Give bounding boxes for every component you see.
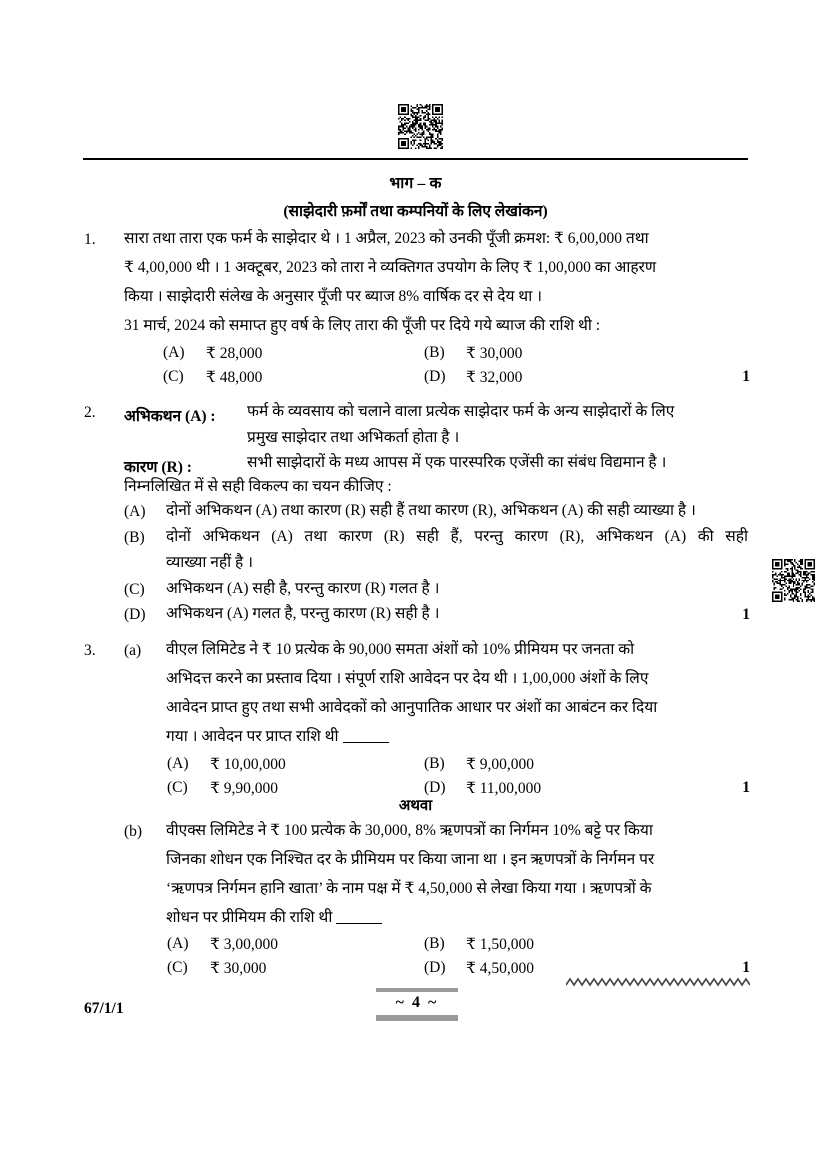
question-2-instruction: निम्नलिखित में से सही विकल्प का चयन कीजिए : <box>124 478 392 495</box>
question-3b-line-blank <box>166 910 382 926</box>
option-value-c[interactable]: ₹ 30,000 <box>210 960 267 977</box>
option-label-c[interactable]: (C) <box>167 779 188 796</box>
option-label-d[interactable]: (D) <box>424 779 446 796</box>
question-3a-marks: 1 <box>742 779 750 796</box>
option-value-b[interactable]: ₹ 9,00,000 <box>466 756 534 773</box>
option-value-d[interactable]: ₹ 4,50,000 <box>466 960 534 977</box>
option-label-c[interactable]: (C) <box>163 368 184 385</box>
option-label-a[interactable]: (A) <box>163 344 185 361</box>
option-label-c[interactable]: (C) <box>124 581 145 598</box>
page-number-badge <box>376 988 458 1021</box>
option-value-a[interactable]: ₹ 10,00,000 <box>210 756 286 773</box>
question-1-line: ₹ 4,00,000 थी । 1 अक्टूबर, 2023 को तारा ने व्यक्तिगत उपयोग के लिए ₹ 1,00,000 का आहरण <box>124 259 657 276</box>
question-1-line: किया । साझेदारी संलेख के अनुसार पूँजी पर ब्याज 8% वार्षिक दर से देय था । <box>124 288 542 305</box>
option-label-b[interactable]: (B) <box>424 935 445 952</box>
assertion-line: प्रमुख साझेदार तथा अभिकर्ता होता है । <box>247 429 460 446</box>
option-label-b[interactable]: (B) <box>124 529 145 546</box>
answer-blank <box>343 742 389 743</box>
option-label-a[interactable]: (A) <box>167 935 189 952</box>
option-value-c[interactable]: ₹ 9,90,000 <box>210 780 278 797</box>
option-value-a[interactable]: दोनों अभिकथन (A) तथा कारण (R) सही हैं तथा कारण (R), अभिकथन (A) की सही व्याख्या है । <box>166 502 696 519</box>
question-2-number: 2. <box>84 404 96 421</box>
question-3a-line: आवेदन प्राप्त हुए तथा सभी आवेदकों को आनुपातिक आधार पर अंशों का आबंटन कर दिया <box>166 699 658 716</box>
option-value-d[interactable]: अभिकथन (A) गलत है, परन्तु कारण (R) सही है । <box>166 605 440 622</box>
option-label-c[interactable]: (C) <box>167 959 188 976</box>
question-1-number: 1. <box>84 231 96 248</box>
zigzag-decoration-icon <box>566 975 750 989</box>
header-divider <box>83 158 748 160</box>
option-value-c[interactable]: अभिकथन (A) सही है, परन्तु कारण (R) गलत है । <box>166 580 440 597</box>
option-value-d[interactable]: ₹ 11,00,000 <box>466 780 542 797</box>
question-3b-line: जिनका शोधन एक निश्चित दर के प्रीमियम पर किया जाना था । इन ऋणपत्रों के निर्गमन पर <box>166 851 655 868</box>
option-value-c[interactable]: ₹ 48,000 <box>206 369 263 386</box>
option-value-b-cont[interactable]: व्याख्या नहीं है । <box>166 554 253 571</box>
question-1-marks: 1 <box>742 368 750 385</box>
question-3b-line-text: शोधन पर प्रीमियम की राशि थी <box>166 909 333 926</box>
question-3a-line: अभिदत्त करने का प्रस्ताव दिया । संपूर्ण राशि आवेदन पर देय थी । 1,00,000 अंशों के लिए <box>166 670 649 687</box>
part-subheading: (साझेदारी फ़र्मों तथा कम्पनियों के लिए लेखांकन) <box>283 203 548 220</box>
part-heading: भाग – क <box>389 175 442 192</box>
option-value-d[interactable]: ₹ 32,000 <box>466 369 523 386</box>
question-1-line: सारा तथा तारा एक फर्म के साझेदार थे । 1 अप्रैल, 2023 को उनकी पूँजी क्रमश: ₹ 6,00,000 तथा <box>124 230 649 247</box>
qr-code-icon <box>398 104 443 149</box>
option-label-b[interactable]: (B) <box>424 344 445 361</box>
answer-blank <box>336 923 382 924</box>
page-number: ~ 4 ~ <box>395 994 439 1011</box>
option-label-d[interactable]: (D) <box>424 959 446 976</box>
option-value-b[interactable]: ₹ 1,50,000 <box>466 936 534 953</box>
option-label-d[interactable]: (D) <box>124 606 146 623</box>
alternative-separator: अथवा <box>398 798 433 814</box>
question-2-marks: 1 <box>742 606 750 623</box>
paper-code: 67/1/1 <box>84 1000 124 1017</box>
reason-line: सभी साझेदारों के मध्य आपस में एक पारस्परिक एजेंसी का संबंध विद्यमान है । <box>247 454 667 471</box>
assertion-line: फर्म के व्यवसाय को चलाने वाला प्रत्येक साझेदार फर्म के अन्य साझेदारों के लिए <box>247 403 675 420</box>
assertion-label: अभिकथन (A) : <box>124 408 216 425</box>
question-1-line: 31 मार्च, 2024 को समाप्त हुए वर्ष के लिए तारा की पूँजी पर दिये गये ब्याज की राशि थी : <box>124 317 601 334</box>
option-value-a[interactable]: ₹ 3,00,000 <box>210 936 278 953</box>
question-3a-line-blank <box>166 729 389 745</box>
option-value-b[interactable]: दोनों अभिकथन (A) तथा कारण (R) सही हैं, परन्तु कारण (R), अभिकथन (A) की सही <box>166 528 748 545</box>
question-3-number: 3. <box>84 642 96 659</box>
option-value-a[interactable]: ₹ 28,000 <box>206 345 263 362</box>
question-3a-line: वीएल लिमिटेड ने ₹ 10 प्रत्येक के 90,000 समता अंशों को 10% प्रीमियम पर जनता को <box>166 641 635 658</box>
option-value-b[interactable]: ₹ 30,000 <box>466 345 523 362</box>
reason-label: कारण (R) : <box>124 459 192 476</box>
option-label-b[interactable]: (B) <box>424 755 445 772</box>
qr-code-icon <box>772 559 815 602</box>
option-label-a[interactable]: (A) <box>124 503 146 520</box>
page-badge-bar-bottom <box>376 1015 458 1021</box>
question-3b-line: वीएक्स लिमिटेड ने ₹ 100 प्रत्येक के 30,000, 8% ऋणपत्रों का निर्गमन 10% बट्टे पर किया <box>166 822 653 839</box>
option-label-a[interactable]: (A) <box>167 755 189 772</box>
question-3b-label: (b) <box>124 823 143 840</box>
question-3a-label: (a) <box>124 642 142 659</box>
question-3a-line-text: गया । आवेदन पर प्राप्त राशि थी <box>166 728 339 745</box>
question-3b-marks: 1 <box>742 959 750 976</box>
question-3b-line: ‘ऋणपत्र निर्गमन हानि खाता’ के नाम पक्ष में ₹ 4,50,000 से लेखा किया गया । ऋणपत्रों के <box>166 880 652 897</box>
option-label-d[interactable]: (D) <box>424 368 446 385</box>
